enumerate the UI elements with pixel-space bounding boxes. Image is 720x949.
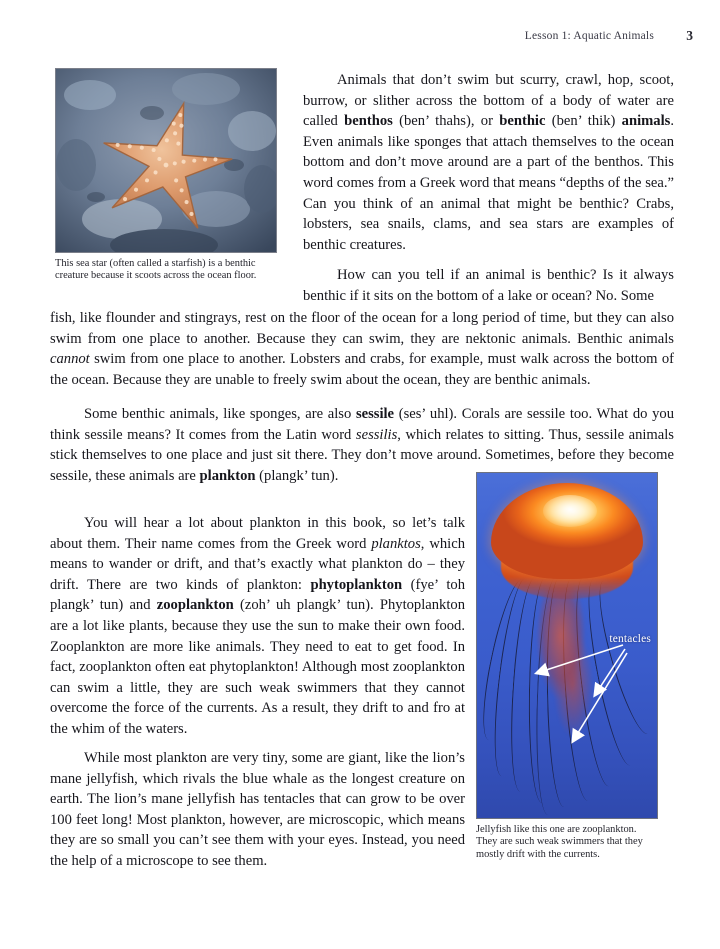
term-animals: animals (621, 113, 671, 130)
emphasis-cannot: cannot (50, 351, 90, 368)
paragraph-plankton (50, 513, 465, 740)
sessile-lead: Some benthic animals, like sponges, are also (84, 406, 356, 422)
running-head (0, 30, 720, 48)
term-benthic: benthic (499, 113, 546, 130)
paragraph-lions-mane (50, 748, 465, 872)
fishlike-part-2: swim from one place to another. Lobsters and crabs, for example, must walk across the bottom of the ocean. Because they are unable to freely swim about the ocean, they are benthic animals. (50, 351, 674, 388)
sea-star-caption: This sea star (often called a starfish) is a benthic creature because it scoots across the ocean floor. (55, 258, 257, 282)
running-head-title: Lesson 1: Aquatic Animals (524, 30, 654, 42)
figure-sea-star (55, 68, 277, 283)
term-sessile: sessile (355, 406, 395, 422)
plankton-end: (zoh’ uh plangk’ tun). Phytoplankton are a lot like plants, because they use the sun to make their own food. Zooplankton are more like animals. They need to eat to get food. In fact, zooplankton often eat phytoplankton! Although most zooplankton can swim a little, they are such weak swimmers that they cannot overcome the force of the currents. As a result, they drift to and fro at the whim of the waters. (50, 597, 465, 737)
while-text: While most plankton are very tiny, some are giant, like the lion’s mane jellyfish, which rivals the blue whale as the longest creature on earth. The lion’s mane jellyfish has tentacles that can grow to be over 100 feet long! Most plankton, however, are microscopic, which means they are so small you can’t see them with your eyes. Instead, you need the help of a microscope to see them. (50, 750, 465, 869)
paragraph-fish-like-flounder (50, 308, 674, 390)
latin-sessilis: sessilis (355, 426, 398, 443)
sessile-mid-2: , which relates to sitting. Thus, sessile animals stick themselves to one place and just sit there. They don’t move around. Sometimes, before they become sessile, these animals are (50, 426, 674, 484)
sessile-end: (plangk’ tun). (255, 467, 339, 484)
sessile-mid-1: (ses’ uhl). Corals are sessile too. What do you think sessile means? It comes from the Latin word (50, 406, 675, 443)
benthos-rest: . Even animals like sponges that attach themselves to the ocean bottom and don’t move around are a part of the benthos. This word comes from a Greek word that means “depths of the sea.” Can you think of an animal that might be benthic? Crabs, lobsters, sea snails, clams, and sea stars are examples of benthic creatures. (303, 113, 674, 253)
howcan-text: How can you tell if an animal is benthic? Is it always benthic if it sits on the bottom of a lake or ocean? No. Some (303, 267, 674, 304)
sea-star-illustration (56, 69, 276, 252)
plankton-lead: You will hear a lot about plankton in this book, so let’s talk about them. Their name comes from the Greek word (50, 515, 465, 552)
paragraph-how-can-you-tell (303, 265, 674, 306)
tentacle-arrows (477, 473, 657, 818)
greek-planktos: planktos (371, 535, 421, 552)
jellyfish-caption: Jellyfish like this one are zooplankton. They are such weak swimmers that they mostly drift with the currents. (476, 824, 643, 860)
page-number: 3 (686, 28, 693, 43)
term-zooplankton: zooplankton (156, 597, 234, 614)
paragraph-benthos (303, 70, 674, 255)
benthos-pron-1: (ben’ thahs), or (392, 113, 500, 130)
figure-jellyfish (476, 472, 658, 861)
benthos-lead: Animals that don’t swim but scurry, crawl, hop, scoot, burrow, or slither across the bottom of a body of water are called (303, 72, 674, 130)
term-plankton: plankton (199, 467, 256, 484)
arrow-left (537, 645, 623, 673)
jellyfish-image (476, 472, 658, 819)
term-benthos: benthos (344, 113, 393, 130)
benthos-pron-2: (ben’ thik) (545, 113, 622, 130)
plankton-mid-2: (fye’ toh plangk’ tun) and (50, 576, 465, 614)
tentacles-annotation-label: tentacles (609, 633, 651, 645)
arrow-middle (595, 649, 625, 695)
arrow-lower (573, 653, 627, 741)
sea-star-image (55, 68, 277, 253)
term-phytoplankton: phytoplankton (310, 576, 403, 593)
plankton-mid-1: , which means to wander or drift, and that’s exactly what plankton do – they drift. There are two kinds of plankton: (50, 535, 465, 593)
fishlike-part-1: fish, like flounder and stingrays, rest on the floor of the ocean for a long period of time, but they can also swim from one place to another. Because they can swim, they are nektonic animals. Benthic animals (50, 310, 674, 347)
